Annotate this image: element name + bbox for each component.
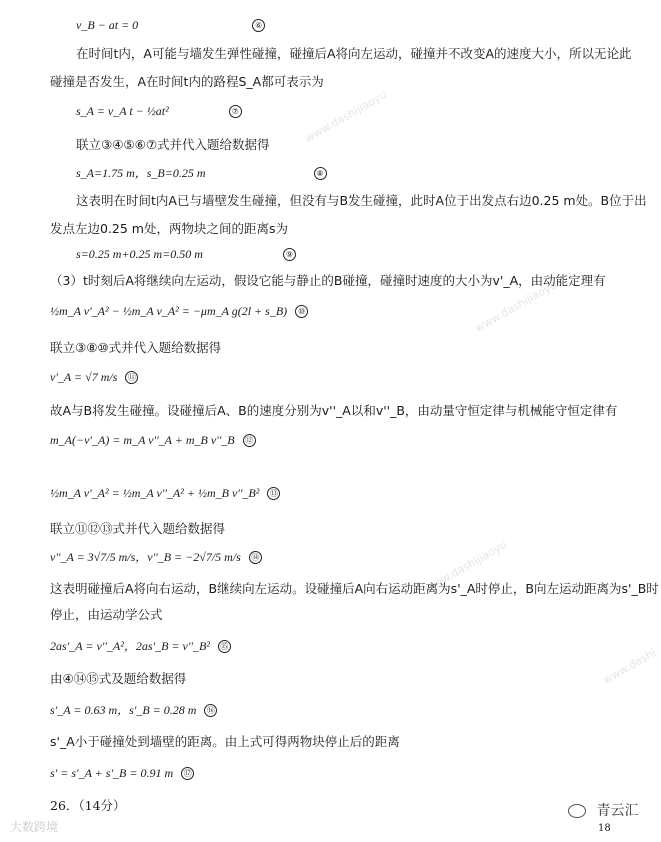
text-line: 在时间t内，A可能与墙发生弹性碰撞，碰撞后A将向左运动，碰撞并不改变A的速度大小，所以无论此 (76, 46, 632, 61)
watermark: www.dashijiaoyu (422, 537, 510, 596)
equation-line: v'_A = √7 m/s ⑪ (50, 368, 138, 386)
watermark: www.dashijiaoyu (472, 277, 560, 336)
equation-line: s=0.25 m+0.25 m=0.50 m ⑨ (76, 245, 296, 263)
text-line: s'_A小于碰撞处到墙壁的距离。由上式可得两物块停止后的距离 (50, 734, 400, 749)
publisher-logo: 青云汇 (568, 800, 638, 820)
watermark: www.dashijiaoyu (302, 87, 390, 146)
wechat-icon (568, 804, 586, 818)
page-number: 18 (598, 823, 611, 834)
text-line: 发点左边0.25 m处，两物块之间的距离s为 (50, 221, 288, 236)
text-line: 这表明碰撞后A将向右运动，B继续向左运动。设碰撞后A向右运动距离为s'_A时停止，B向左运动距离为s'_B时 (50, 581, 659, 596)
equation-line: v_B − at = 0 ⑥ (76, 16, 265, 34)
text-line: （3）t时刻后A将继续向左运动，假设它能与静止的B碰撞，碰撞时速度的大小为v'_A，由动能定理有 (50, 273, 606, 288)
text-line: 联立⑪⑫⑬式并代入题给数据得 (50, 521, 226, 536)
question-heading: 26．（14分） (50, 798, 126, 813)
equation-line: m_A(−v'_A) = m_A v''_A + m_B v''_B ⑫ (50, 431, 256, 449)
text-line: 由④⑭⑮式及题给数据得 (50, 671, 187, 686)
text-line: 故A与B将发生碰撞。设碰撞后A、B的速度分别为v''_A以和v''_B，由动量守恒定律与机械能守恒定律有 (50, 403, 618, 418)
corner-watermark: 大数跨境 (10, 820, 59, 834)
text-line: 联立③④⑤⑥⑦式并代入题给数据得 (76, 137, 270, 152)
equation-line: 2as'_A = v''_A²，2as'_B = v''_B² ⑮ (50, 637, 231, 655)
equation-line: s' = s'_A + s'_B = 0.91 m ⑰ (50, 764, 194, 782)
equation-line: s_A = v_A t − ½at² ⑦ (76, 102, 242, 120)
text-line: 碰撞是否发生，A在时间t内的路程S_A都可表示为 (50, 74, 324, 89)
text-line: 联立③⑧⑩式并代入题给数据得 (50, 340, 222, 355)
equation-line: s_A=1.75 m，s_B=0.25 m ⑧ (76, 164, 327, 182)
text-line: 停止，由运动学公式 (50, 607, 163, 622)
equation-line: ½m_A v'_A² = ½m_A v''_A² + ½m_B v''_B² ⑬ (50, 484, 280, 502)
equation-line: v''_A = 3√7/5 m/s，v''_B = −2√7/5 m/s ⑭ (50, 548, 262, 566)
equation-line: ½m_A v'_A² − ½m_A v_A² = −μm_A g(2l + s_B) ⑩ (50, 302, 308, 320)
watermark: www.dashi (600, 646, 659, 687)
equation-line: s'_A = 0.63 m，s'_B = 0.28 m ⑯ (50, 701, 217, 719)
text-line: 这表明在时间t内A已与墙壁发生碰撞，但没有与B发生碰撞，此时A位于出发点右边0.25 m处。B位于出 (76, 193, 647, 208)
